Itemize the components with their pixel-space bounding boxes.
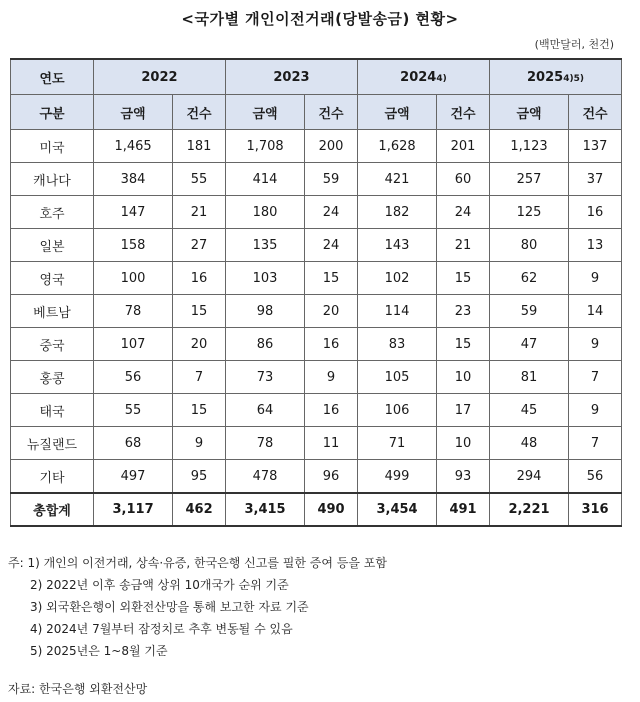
count-cell: 55 [173,163,226,196]
count-cell: 20 [305,295,358,328]
country-cell: 일본 [11,229,94,262]
amount-header: 금액 [489,95,568,130]
count-cell: 15 [437,262,490,295]
footnotes [8,552,387,662]
count-cell: 96 [305,460,358,494]
count-cell: 21 [437,229,490,262]
count-cell: 10 [437,361,490,394]
footnote: 2) 2022년 이후 송금액 상위 10개국가 순위 기준 [30,578,289,592]
table-row [11,361,622,394]
count-cell: 11 [305,427,358,460]
count-cell: 9 [569,328,622,361]
country-cell: 중국 [11,328,94,361]
count-header: 건수 [569,95,622,130]
year-header: 2023 [225,59,357,95]
footnote: 3) 외국환은행이 외환전산망을 통해 보고한 자료 기준 [30,600,309,614]
amount-cell: 45 [489,394,568,427]
amount-cell: 414 [225,163,304,196]
count-cell: 24 [305,196,358,229]
amount-cell: 102 [357,262,436,295]
amount-cell: 71 [357,427,436,460]
amount-cell: 86 [225,328,304,361]
amount-cell: 83 [357,328,436,361]
country-cell: 태국 [11,394,94,427]
count-cell: 491 [437,493,490,526]
count-cell: 9 [569,262,622,295]
amount-cell: 106 [357,394,436,427]
count-cell: 7 [173,361,226,394]
amount-header: 금액 [94,95,173,130]
year-header: 20254)5) [489,59,621,95]
count-cell: 9 [305,361,358,394]
amount-cell: 80 [489,229,568,262]
country-cell: 기타 [11,460,94,494]
count-cell: 9 [173,427,226,460]
count-cell: 7 [569,361,622,394]
table-row [11,295,622,328]
total-row [11,493,622,526]
table-row [11,196,622,229]
amount-cell: 68 [94,427,173,460]
country-cell: 총합계 [11,493,94,526]
count-cell: 7 [569,427,622,460]
amount-cell: 81 [489,361,568,394]
count-cell: 56 [569,460,622,494]
country-cell: 미국 [11,130,94,163]
table-row [11,262,622,295]
footnote: 주: 1) 개인의 이전거래, 상속·유증, 한국은행 신고를 필한 증여 등을 포함 [8,556,387,570]
amount-cell: 56 [94,361,173,394]
count-cell: 137 [569,130,622,163]
amount-header: 금액 [225,95,304,130]
amount-cell: 421 [357,163,436,196]
amount-cell: 55 [94,394,173,427]
table-row [11,163,622,196]
amount-cell: 73 [225,361,304,394]
amount-cell: 497 [94,460,173,494]
source-note: 자료: 한국은행 외환전산망 [8,682,148,696]
count-cell: 24 [305,229,358,262]
remittance-table [10,58,622,527]
count-cell: 37 [569,163,622,196]
table-row [11,229,622,262]
amount-cell: 3,415 [225,493,304,526]
table-row [11,427,622,460]
count-cell: 16 [305,328,358,361]
table-row [11,130,622,163]
unit-label: (백만달러, 천건) [534,38,614,51]
footnote: 5) 2025년은 1~8월 기준 [30,644,168,658]
amount-cell: 1,465 [94,130,173,163]
amount-cell: 1,123 [489,130,568,163]
count-cell: 13 [569,229,622,262]
count-cell: 201 [437,130,490,163]
count-cell: 17 [437,394,490,427]
count-cell: 15 [173,394,226,427]
count-cell: 490 [305,493,358,526]
sub-header-row [11,95,622,130]
count-cell: 20 [173,328,226,361]
count-cell: 93 [437,460,490,494]
count-cell: 10 [437,427,490,460]
amount-cell: 143 [357,229,436,262]
count-header: 건수 [173,95,226,130]
country-cell: 호주 [11,196,94,229]
amount-cell: 257 [489,163,568,196]
amount-cell: 147 [94,196,173,229]
amount-cell: 114 [357,295,436,328]
amount-cell: 499 [357,460,436,494]
amount-cell: 62 [489,262,568,295]
count-header: 건수 [437,95,490,130]
amount-cell: 98 [225,295,304,328]
amount-cell: 78 [225,427,304,460]
count-cell: 60 [437,163,490,196]
page-title: <국가별 개인이전거래(당발송금) 현황> [181,10,459,28]
count-cell: 59 [305,163,358,196]
country-cell: 뉴질랜드 [11,427,94,460]
country-cell: 베트남 [11,295,94,328]
amount-cell: 3,454 [357,493,436,526]
amount-cell: 78 [94,295,173,328]
count-header: 건수 [305,95,358,130]
count-cell: 15 [173,295,226,328]
country-cell: 캐나다 [11,163,94,196]
amount-cell: 135 [225,229,304,262]
amount-cell: 103 [225,262,304,295]
count-cell: 462 [173,493,226,526]
amount-cell: 2,221 [489,493,568,526]
count-cell: 15 [437,328,490,361]
amount-cell: 107 [94,328,173,361]
year-label: 연도 [11,59,94,95]
count-cell: 200 [305,130,358,163]
amount-cell: 478 [225,460,304,494]
amount-cell: 100 [94,262,173,295]
year-header-row [11,59,622,95]
category-label: 구분 [11,95,94,130]
count-cell: 27 [173,229,226,262]
count-cell: 16 [173,262,226,295]
amount-cell: 180 [225,196,304,229]
count-cell: 95 [173,460,226,494]
amount-cell: 47 [489,328,568,361]
year-header: 20244) [357,59,489,95]
amount-cell: 105 [357,361,436,394]
table-row [11,328,622,361]
count-cell: 9 [569,394,622,427]
country-cell: 홍콩 [11,361,94,394]
count-cell: 316 [569,493,622,526]
count-cell: 24 [437,196,490,229]
count-cell: 16 [569,196,622,229]
amount-header: 금액 [357,95,436,130]
count-cell: 16 [305,394,358,427]
amount-cell: 64 [225,394,304,427]
amount-cell: 1,628 [357,130,436,163]
amount-cell: 1,708 [225,130,304,163]
amount-cell: 59 [489,295,568,328]
country-cell: 영국 [11,262,94,295]
amount-cell: 384 [94,163,173,196]
amount-cell: 182 [357,196,436,229]
year-header: 2022 [94,59,226,95]
amount-cell: 48 [489,427,568,460]
amount-cell: 294 [489,460,568,494]
count-cell: 181 [173,130,226,163]
table-row [11,460,622,494]
count-cell: 15 [305,262,358,295]
amount-cell: 125 [489,196,568,229]
table-row [11,394,622,427]
count-cell: 21 [173,196,226,229]
amount-cell: 158 [94,229,173,262]
count-cell: 23 [437,295,490,328]
count-cell: 14 [569,295,622,328]
footnote: 4) 2024년 7월부터 잠정치로 추후 변동될 수 있음 [30,622,293,636]
amount-cell: 3,117 [94,493,173,526]
